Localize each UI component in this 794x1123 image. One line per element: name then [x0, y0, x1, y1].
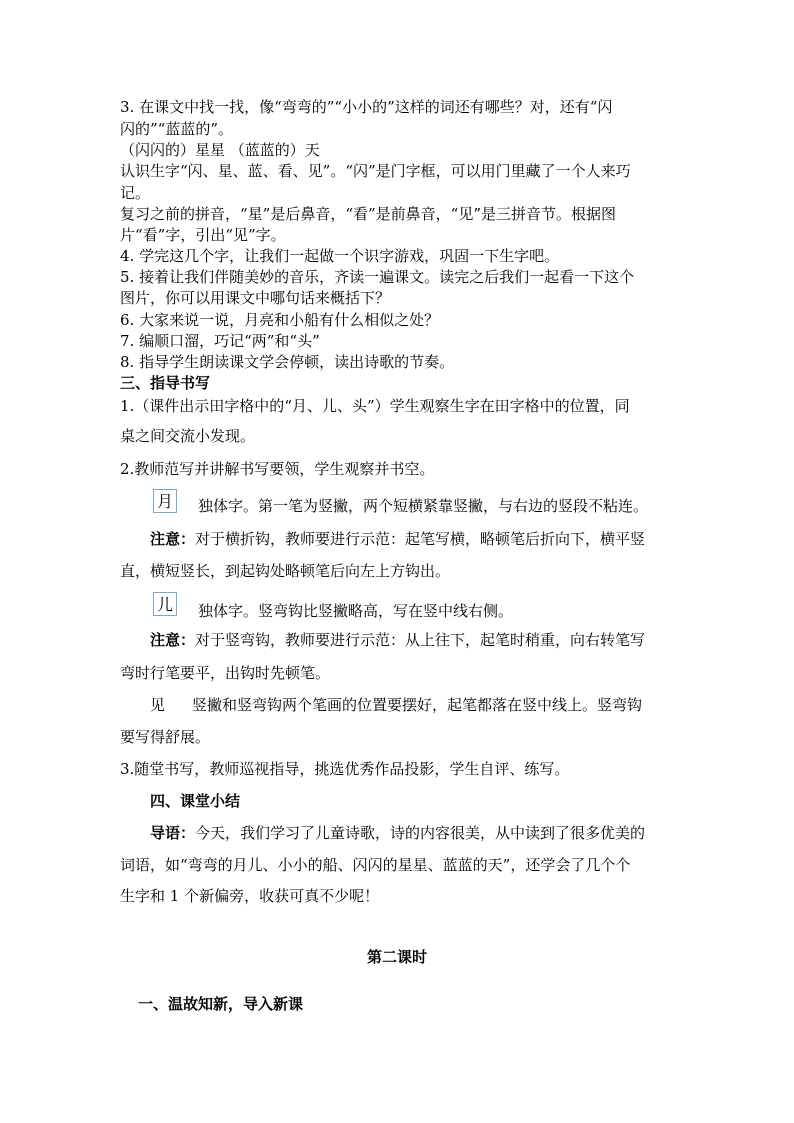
- paragraph-line: 3.随堂书写，教师巡视指导，挑选优秀作品投影，学生自评、练写。: [120, 760, 570, 778]
- paragraph-line: 词语，如“弯弯的月儿、小小的船、闪闪的星星、蓝蓝的天”，还学会了几个个: [120, 856, 631, 874]
- list-item: 4. 学完这几个字，让我们一起做一个识字游戏，巩固一下生字吧。: [120, 247, 560, 265]
- char-description: 独体字。第一笔为竖撇，两个短横紧靠竖撇，与右边的竖段不粘连。: [198, 497, 649, 515]
- paragraph-line: 认识生字“闪、星、蓝、看、见”。“闪”是门字框，可以用门里藏了一个人来巧: [120, 162, 631, 180]
- note-label: 注意：: [150, 530, 196, 548]
- note-text: 对于竖弯钩，教师要进行示范：从上往下，起笔时稍重，向右转笔写: [195, 631, 646, 649]
- char-grid-er: 儿: [153, 592, 177, 616]
- char-jian-line: [150, 695, 710, 716]
- section-heading-4: 四、课堂小结: [150, 792, 241, 810]
- char-description: 竖撇和竖弯钩两个笔画的位置要摆好，起笔都落在竖中线上。竖弯钩: [192, 696, 643, 714]
- paragraph-line: 桌之间交流小发现。: [120, 427, 256, 445]
- note-line: [150, 630, 710, 651]
- paragraph-line: 弯时行笔要平，出钩时先顿笔。: [120, 664, 331, 682]
- paragraph-line: 2.教师范写并讲解书写要领，学生观察并书空。: [120, 460, 435, 478]
- guide-line: [150, 823, 710, 844]
- paragraph-line: （闪闪的）星星 （蓝蓝的）天: [120, 141, 320, 159]
- section-heading-lesson2-1: 一、温故知新，导入新课: [138, 995, 304, 1013]
- note-text: 对于横折钩，教师要进行示范：起笔写横，略顿笔后折向下，横平竖: [195, 530, 646, 548]
- list-item: 图片，你可以用课文中哪句话来概括下？: [120, 289, 391, 307]
- guide-text: 今天，我们学习了儿童诗歌，诗的内容很美，从中读到了很多优美的: [195, 824, 646, 842]
- char-description: 独体字。竖弯钩比竖撇略高，写在竖中线右侧。: [198, 602, 514, 620]
- paragraph-line: 要写得舒展。: [120, 728, 211, 746]
- paragraph-line: 片“看”字，引出“见”字。: [120, 226, 286, 244]
- paragraph-line: 直，横短竖长，到起钩处略顿笔后向左上方钩出。: [120, 562, 451, 580]
- char-jian: 见: [150, 696, 166, 714]
- paragraph-line: 1.（课件出示田字格中的“月、儿、头”）学生观察生字在田字格中的位置，同: [120, 397, 630, 415]
- paragraph-line: 记。: [120, 184, 151, 202]
- guide-label: 导语：: [150, 824, 196, 842]
- list-item: 7. 编顺口溜，巧记“两”和“头”: [120, 332, 320, 350]
- note-line: [150, 529, 710, 550]
- char-grid-yue: 月: [153, 489, 177, 513]
- section-heading-3: 三、指导书写: [120, 374, 211, 392]
- paragraph-line: 3. 在课文中找一找，像“弯弯的”“小小的”这样的词还有哪些？对，还有“闪: [120, 98, 613, 116]
- note-label: 注意：: [150, 631, 196, 649]
- list-item: 5. 接着让我们伴随美妙的音乐，齐读一遍课文。读完之后我们一起看一下这个: [120, 268, 635, 286]
- paragraph-line: 闪的”“蓝蓝的”。: [120, 120, 234, 138]
- paragraph-line: 生字和 1 个新偏旁，收获可真不少呢！: [120, 887, 380, 905]
- list-item: 8. 指导学生朗读课文学会停顿，读出诗歌的节奏。: [120, 353, 455, 371]
- lesson-title: 第二课时: [366, 948, 427, 966]
- list-item: 6. 大家来说一说，月亮和小船有什么相似之处？: [120, 311, 440, 329]
- paragraph-line: 复习之前的拼音，“星”是后鼻音，“看”是前鼻音，“见”是三拼音节。根据图: [120, 205, 617, 223]
